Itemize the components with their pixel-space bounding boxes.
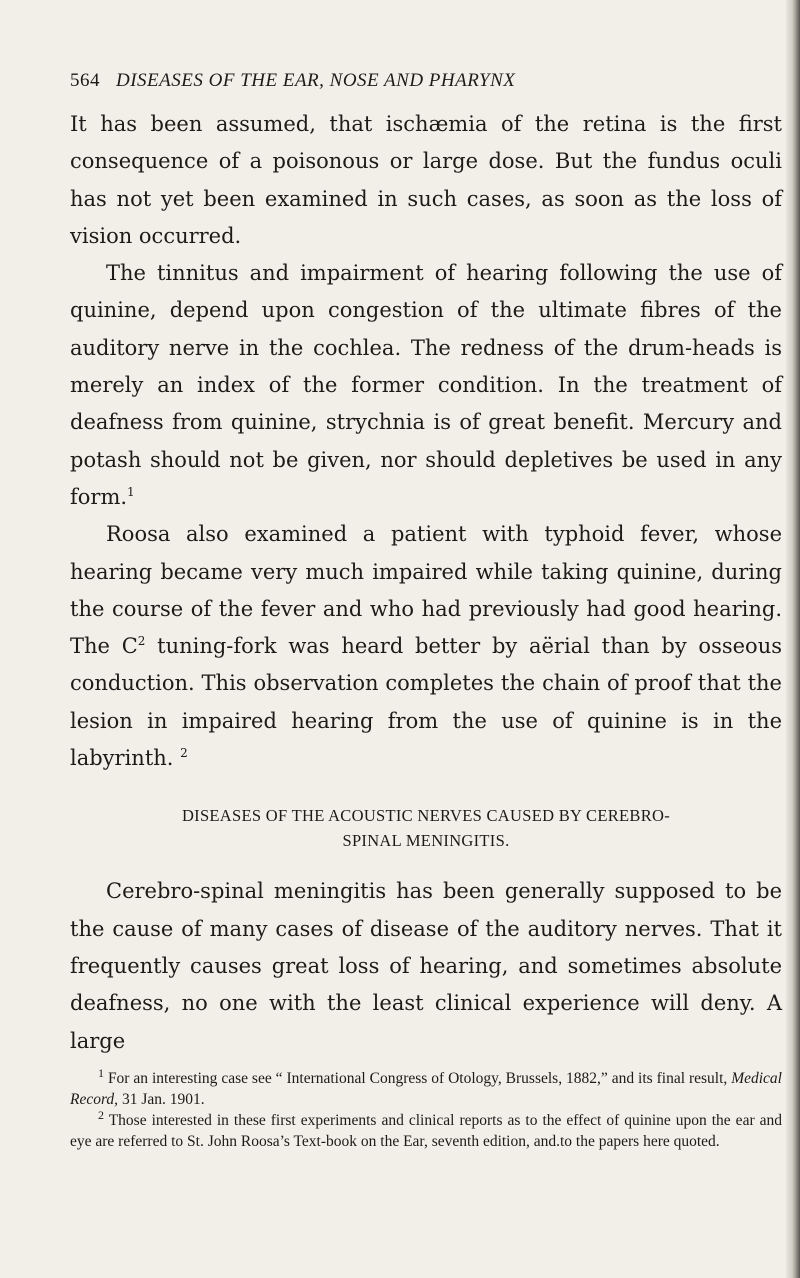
footnote-ref-1: 1 — [127, 484, 135, 499]
footnotes — [70, 1065, 782, 1152]
section-heading: DISEASES OF THE ACOUSTIC NERVES CAUSED BY CEREBRO- SPINAL MENINGITIS. — [181, 806, 671, 851]
paragraph-ischaemia: It has been assumed, that ischæmia of the retina is the first consequence of a poisonous or large dose. But the fundus oculi has not yet been examined in such cases, as soon as the loss of vision occurred. — [70, 112, 782, 248]
footnote-1: $^1$ For an interesting case see “ International Congress of Otology, Brussels, 1882,” and its final result, Medical Record, 31 Jan. 1901. — [70, 1065, 782, 1108]
page-edge-shadow — [786, 0, 800, 1278]
page-content — [70, 70, 782, 1152]
paragraph-meningitis: Cerebro-spinal meningitis has been generally supposed to be the cause of many cases of disease of the auditory nerves. That it frequently causes great loss of hearing, and sometimes absolute deafness, no one with the least clinical experience will deny. A large — [70, 879, 782, 1053]
footnote-2: $^2$ Those interested in these first experiments and clinical reports as to the effect of quinine upon the ear and eye are referred to St. John Roosa’s Text-book on the Ear, seventh edition, and.to the papers here quoted. — [70, 1107, 782, 1150]
c2-superscript: 2 — [137, 634, 146, 649]
paragraph-tinnitus: The tinnitus and impairment of hearing following the use of quinine, depend upon congestion of the ultimate fibres of the auditory nerve in the cochlea. The redness of the drum-heads is merely an index of the former condition. In the treatment of deafness from quinine, strychnia is of great benefit. Mercury and potash should not be given, nor should depletives be used in any form.$^1$ — [70, 261, 782, 509]
footnote-ref-2: 2 — [180, 746, 188, 761]
running-head — [70, 70, 782, 92]
paragraph-roosa: Roosa also examined a patient with typhoid fever, whose hearing became very much impaired while taking quinine, during the course of the fever and who had previously had good hearing. The $C^2$ tuning-fork was heard better by aërial than by osseous conduction. This observation completes the chain of proof that the lesion in impaired hearing from the use of quinine is in the labyrinth. $^2$ — [70, 522, 782, 771]
page-number: 564 — [70, 70, 100, 91]
running-title: DISEASES OF THE EAR, NOSE AND PHARYNX — [116, 70, 516, 91]
